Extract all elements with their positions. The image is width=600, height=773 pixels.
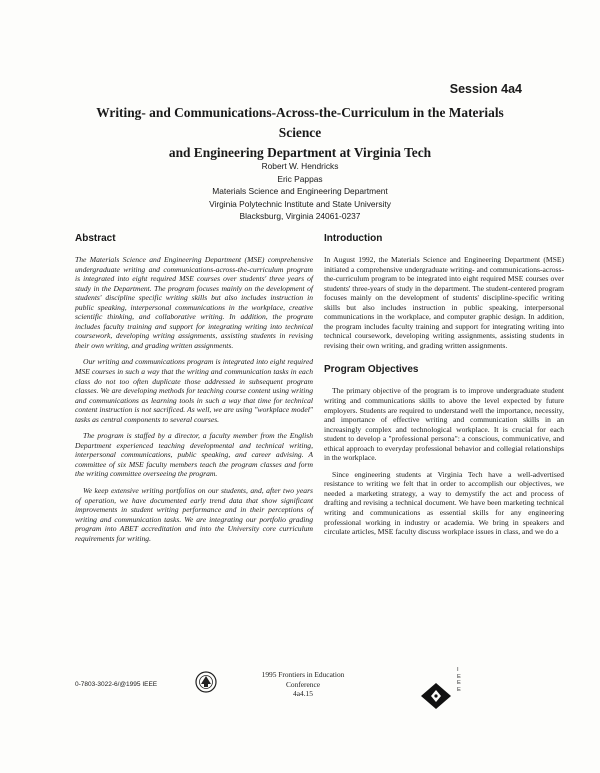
abstract-heading: Abstract [75, 233, 116, 244]
program-objectives-heading: Program Objectives [324, 364, 419, 376]
introduction-paragraph: In August 1992, the Materials Science and Engineering Department (MSE) initiated a comprehensive undergraduate writing- and communications-across-the-curriculum program to be integrated into eight required MSE courses over students' three-years of study in the department. The student-centered program focuses mainly on the development of students' discipline-specific writing skills but also includes instruction in public speaking, interpersonal communications in the workplace, and computer graphic design. In addition, the program includes faculty training and support for integrating writing into technical coursework, developing writing assignments, assisting students in revising their own writing, and grading written assignments. [324, 255, 564, 350]
paper-title [75, 103, 525, 163]
title-line-1: Writing- and Communications-Across-the-Curriculum in the Materials Science [96, 105, 504, 140]
footer-center [248, 670, 358, 699]
session-label: Session 4a4 [449, 82, 522, 96]
left-column [75, 233, 313, 550]
ieee-letter: I [457, 667, 459, 673]
page-footer [0, 667, 600, 727]
page-number: 4a4.15 [293, 689, 313, 699]
conference-name: 1995 Frontiers in Education Conference [261, 670, 345, 689]
abstract-paragraph: Our writing and communications program is integrated into eight required MSE courses in such a way that the writing and communication tasks in each class do not too often duplicate those addressed in subsequent program classes. We are developing methods for teaching course content using writing and communications as learning tools in such a way that time for technical content instruction is not sacrificed. As well, we are using "workplace model" tasks as central components to several courses. [75, 357, 313, 424]
ieee-letters [457, 667, 461, 693]
objectives-paragraph: The primary objective of the program is to improve undergraduate student writing and communications skills to above the level expected by future employers. Students are required to understand well the importance, necessity, and importance of effective writing and communication skills in an increasingly complex and technological workplace. It is crucial for each student to develop a "professional persona": a conscious, communicative, and ethical approach to everyday professional behavior and collegial relationships in the workplace. [324, 386, 564, 463]
ieee-letter: E [457, 686, 461, 693]
copyright-code: 0-7803-3022-6/@1995 IEEE [75, 681, 158, 688]
abstract-paragraph: The program is staffed by a director, a faculty member from the English Department experienced teaching developmental and technical writing, interpersonal communications, public speaking, and career advising. A committee of six MSE faculty members teach the program classes and form the writing committee overseeing the program. [75, 431, 313, 479]
objectives-paragraph: Since engineering students at Virginia Tech have a well-advertised resistance to writing we felt that in order to accomplish our objectives, we needed a marketing strategy, a way to demystify the act and process of drafting and revising a technical document. We have been marketing technical writing and communications as essential skills for any engineering professional working in industry or academia. We bring in speakers and circulate articles, MSE faculty discuss workplace issues in class, and we do a [324, 469, 564, 537]
title-line-2: and Engineering Department at Virginia Tech [168, 145, 432, 160]
author-block [150, 160, 450, 223]
author-name: Robert W. Hendricks [261, 161, 339, 171]
introduction-heading: Introduction [324, 233, 383, 244]
ieee-logo-icon [419, 681, 453, 711]
right-column [324, 233, 564, 544]
author-name: Eric Pappas [277, 173, 323, 184]
author-affiliation: Virginia Polytechnic Institute and State University [209, 198, 391, 209]
conference-seal-icon [195, 671, 217, 693]
author-address: Blacksburg, Virginia 24061-0237 [239, 211, 361, 222]
abstract-paragraph: The Materials Science and Engineering Department (MSE) comprehensive undergraduate writing and communications-across-the-curriculum program is integrated into eight required MSE courses over students' three years of study in the Department. The program focuses mainly on the development of students' discipline specific writing skills but also includes instruction in public speaking, interpersonal communications in the workplace, creative scientific thinking, and collaborative writing. In addition, the program includes faculty training and support for integrating writing into technical coursework, developing writing assignments, assisting students in revising their own writing, and grading written assignments. [75, 255, 313, 350]
abstract-paragraph: We keep extensive writing portfolios on our students, and, after two years of operation, we have documented early trend data that show significant improvements in student writing performance and in their perceptions of writing and communication tasks. We are integrating our portfolio grading program into ABET accreditation and into the University core curriculum requirements for writing. [75, 486, 313, 543]
author-affiliation: Materials Science and Engineering Department [212, 186, 388, 197]
ieee-letter: E [457, 673, 461, 680]
ieee-letter: E [457, 680, 461, 687]
